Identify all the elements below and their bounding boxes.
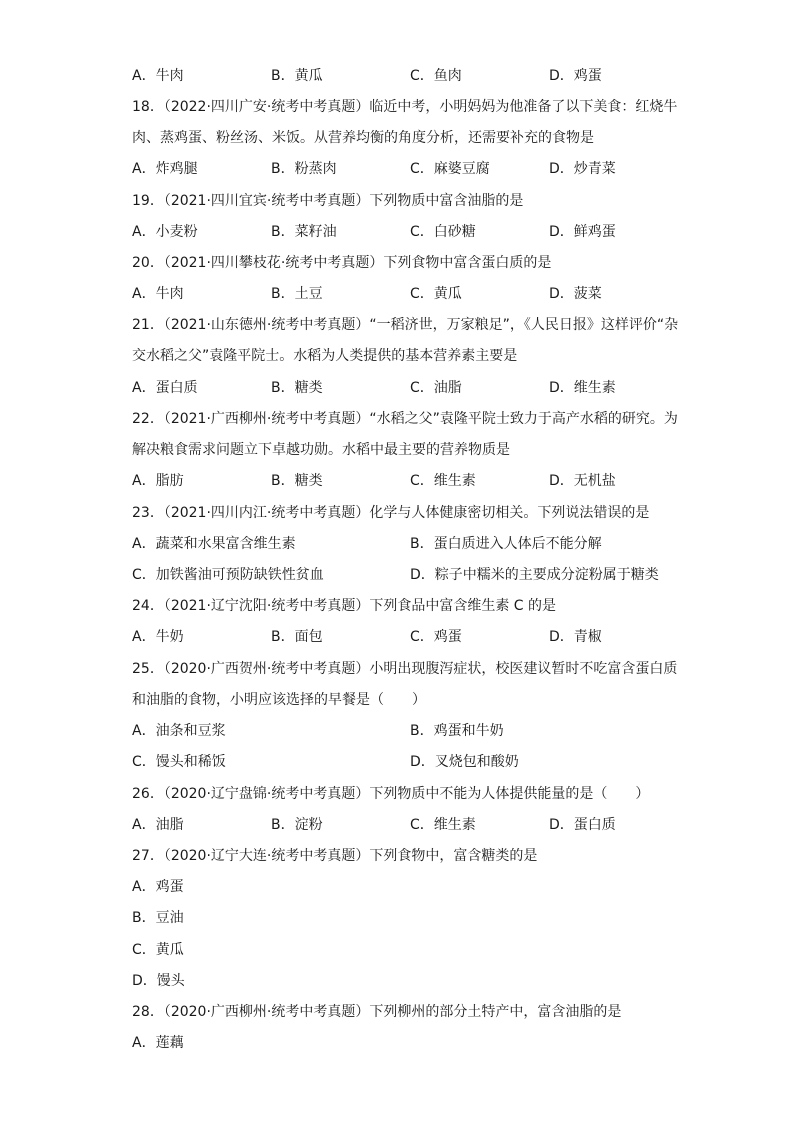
option-d: D．鲜鸡蛋 (549, 224, 616, 240)
option-c: C．维生素 (410, 473, 476, 489)
question-text: 24．（2021·辽宁沈阳·统考中考真题）下列食品中富含维生素 C 的是 (132, 598, 557, 614)
question-text: 18．（2022·四川广安·统考中考真题）临近中考，小明妈妈为他准备了以下美食：红烧牛 (132, 99, 678, 115)
option-b: B．豆油 (132, 910, 184, 926)
option-b: B．蛋白质进入人体后不能分解 (410, 536, 602, 552)
option-b: B．菜籽油 (271, 224, 337, 240)
option-b: B．糖类 (271, 380, 323, 396)
option-a: A．炸鸡腿 (132, 161, 198, 177)
option-b: B．粉蒸肉 (271, 161, 337, 177)
option-c: C．鸡蛋 (410, 629, 462, 645)
option-a: A．莲藕 (132, 1035, 184, 1051)
option-c: C．麻婆豆腐 (410, 161, 490, 177)
question-text: 20．（2021·四川攀枝花·统考中考真题）下列食物中富含蛋白质的是 (132, 255, 552, 271)
option-c: C．加铁酱油可预防缺铁性贫血 (132, 567, 324, 583)
option-a: A．油脂 (132, 817, 184, 833)
question-text: 28．（2020·广西柳州·统考中考真题）下列柳州的部分土特产中，富含油脂的是 (132, 1004, 622, 1020)
option-a: A．油条和豆浆 (132, 723, 226, 739)
option-c: C．鱼肉 (410, 68, 462, 84)
option-a: A．鸡蛋 (132, 879, 184, 895)
option-d: D．馒头 (132, 973, 185, 989)
option-d: D．粽子中糯米的主要成分淀粉属于糖类 (410, 567, 659, 583)
option-c: C．黄瓜 (132, 942, 184, 958)
option-b: B．鸡蛋和牛奶 (410, 723, 504, 739)
option-a: A．牛肉 (132, 286, 184, 302)
option-d: D．青椒 (549, 629, 602, 645)
option-c: C．馒头和稀饭 (132, 754, 226, 770)
option-d: D．蛋白质 (549, 817, 616, 833)
question-text-cont: 肉、蒸鸡蛋、粉丝汤、米饭。从营养均衡的角度分析，还需要补充的食物是 (132, 130, 594, 146)
question-text-cont: 交水稻之父”袁隆平院士。水稻为人类提供的基本营养素主要是 (132, 348, 518, 364)
question-text: 25．（2020·广西贺州·统考中考真题）小明出现腹泻症状，校医建议暂时不吃富含蛋白质 (132, 661, 678, 677)
option-a: A．脂肪 (132, 473, 184, 489)
option-a: A．蛋白质 (132, 380, 198, 396)
option-d: D．菠菜 (549, 286, 602, 302)
option-d: D．无机盐 (549, 473, 616, 489)
question-text: 21．（2021·山东德州·统考中考真题）“一稻济世，万家粮足”，《人民日报》这样评价“杂 (132, 317, 679, 333)
option-b: B．土豆 (271, 286, 323, 302)
option-c: C．黄瓜 (410, 286, 462, 302)
option-b: B．黄瓜 (271, 68, 323, 84)
question-text: 27．（2020·辽宁大连·统考中考真题）下列食物中，富含糖类的是 (132, 848, 538, 864)
option-a: A．牛奶 (132, 629, 184, 645)
option-c: C．维生素 (410, 817, 476, 833)
question-text: 23．（2021·四川内江·统考中考真题）化学与人体健康密切相关。下列说法错误的是 (132, 505, 650, 521)
option-c: C．油脂 (410, 380, 462, 396)
option-d: D．叉烧包和酸奶 (410, 754, 519, 770)
question-text: 19．（2021·四川宜宾·统考中考真题）下列物质中富含油脂的是 (132, 193, 524, 209)
option-d: D．鸡蛋 (549, 68, 602, 84)
option-c: C．白砂糖 (410, 224, 476, 240)
option-b: B．面包 (271, 629, 323, 645)
option-a: A．蔬菜和水果富含维生素 (132, 536, 296, 552)
option-d: D．维生素 (549, 380, 616, 396)
option-d: D．炒青菜 (549, 161, 616, 177)
option-b: B．淀粉 (271, 817, 323, 833)
option-a: A．小麦粉 (132, 224, 198, 240)
question-text-cont: 和油脂的食物，小明应该选择的早餐是（ ） (132, 692, 426, 708)
option-b: B．糖类 (271, 473, 323, 489)
option-a: A．牛肉 (132, 68, 184, 84)
question-text: 26．（2020·辽宁盘锦·统考中考真题）下列物质中不能为人体提供能量的是（ ） (132, 786, 650, 802)
question-text-cont: 解决粮食需求问题立下卓越功勋。水稻中最主要的营养物质是 (132, 442, 510, 458)
question-text: 22．（2021·广西柳州·统考中考真题）“水稻之父”袁隆平院士致力于高产水稻的研究。为 (132, 411, 678, 427)
